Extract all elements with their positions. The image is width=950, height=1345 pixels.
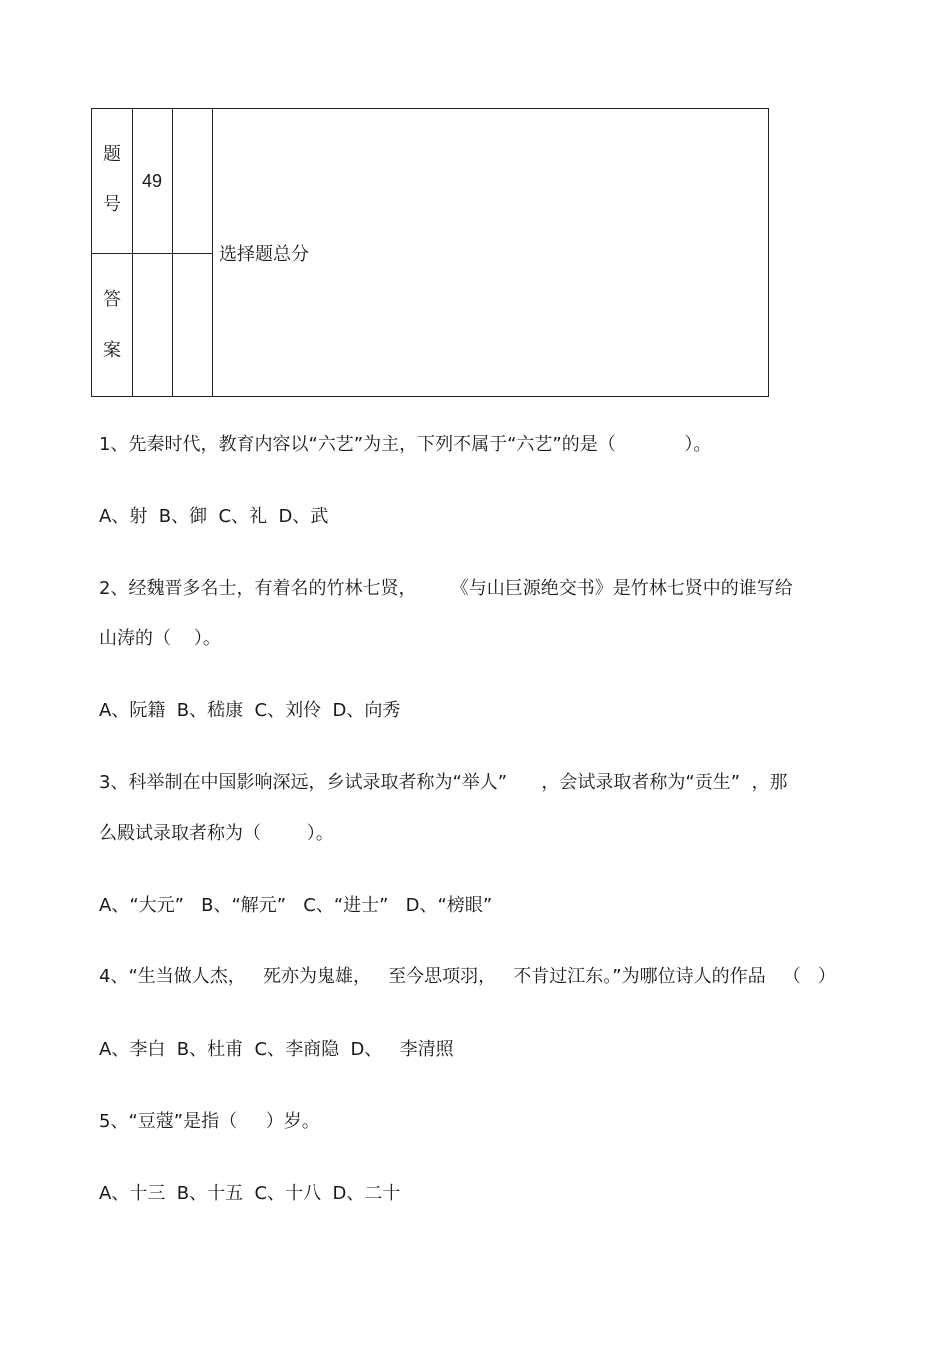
table-divider xyxy=(212,109,213,396)
table-divider xyxy=(92,253,212,254)
row-label-answer-char: 答 xyxy=(103,289,121,310)
question-text: 2、经魏晋多名士，有着名的竹林七贤， 《与山巨源绝交书》是竹林七贤中的谁写给 xyxy=(99,578,793,599)
question-number-cell: 49 xyxy=(142,171,163,191)
question-text: 3、科举制在中国影响深远，乡试录取者称为“举人” ，会试录取者称为“贡生” ，那 xyxy=(99,772,788,793)
question-text: 5、“豆蔻”是指（ ）岁。 xyxy=(99,1111,320,1132)
question-options: A、“大元” B、“解元” C、“进士” D、“榜眼” xyxy=(99,895,493,916)
question-options: A、李白 B、杜甫 C、李商隐 D、 李清照 xyxy=(99,1039,454,1060)
question-text: 么殿试录取者称为（ ）。 xyxy=(99,823,334,844)
total-score-label: 选择题总分 xyxy=(219,244,309,265)
question-text: 4、“生当做人杰， 死亦为鬼雄， 至今思项羽， 不肯过江东。”为哪位诗人的作品 （ ） xyxy=(99,966,836,987)
row-label-number-char: 号 xyxy=(103,194,121,215)
answer-score-table xyxy=(91,108,769,397)
question-options: A、阮籍 B、嵇康 C、刘伶 D、向秀 xyxy=(99,700,401,721)
question-options: A、十三 B、十五 C、十八 D、二十 xyxy=(99,1183,401,1204)
question-text: 山涛的（ ）。 xyxy=(99,628,221,649)
row-label-answer-char: 案 xyxy=(103,340,121,361)
row-label-number-char: 题 xyxy=(103,144,121,165)
question-options: A、射 B、御 C、礼 D、武 xyxy=(99,506,329,527)
question-text: 1、先秦时代，教育内容以“六艺”为主，下列不属于“六艺”的是（ ）。 xyxy=(99,434,712,455)
